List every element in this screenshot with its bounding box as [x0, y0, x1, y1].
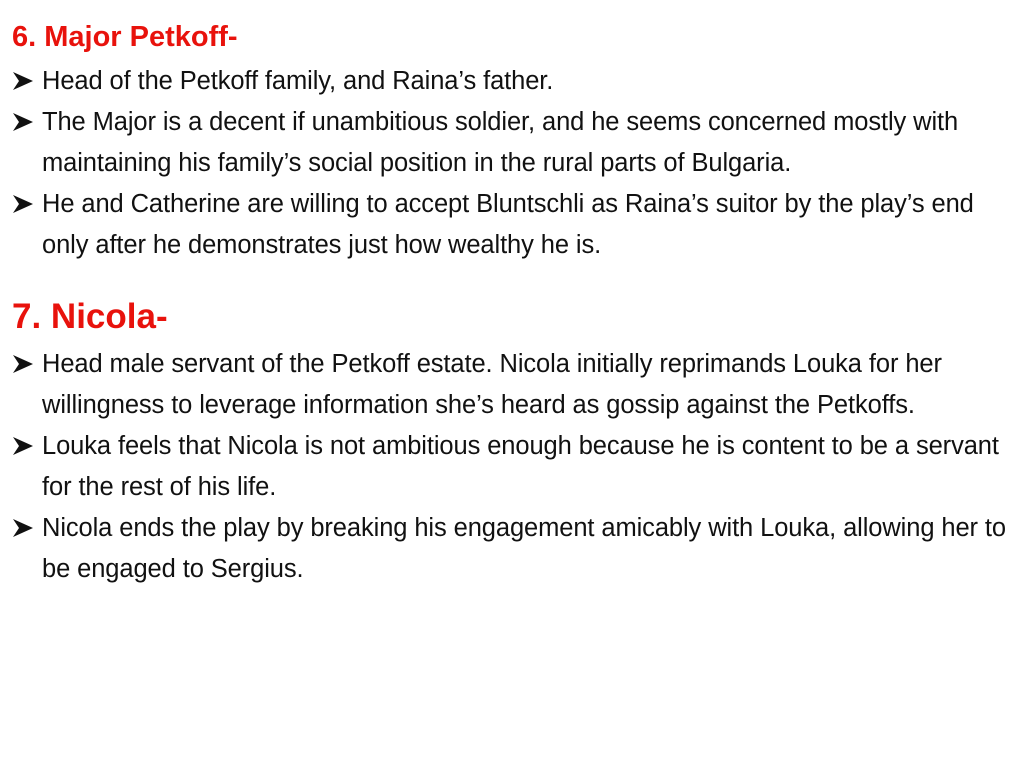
bullet-text: Louka feels that Nicola is not ambitious enough because he is content to be a servant for the rest of his life.: [42, 431, 999, 501]
section-heading: 6. Major Petkoff-: [12, 21, 238, 53]
bullet-list: [12, 61, 1014, 266]
section-nicola: [12, 296, 1014, 590]
arrow-bullet-icon: [12, 426, 42, 467]
section-major-petkoff: [12, 20, 1014, 266]
arrow-bullet-icon: [12, 102, 42, 143]
arrow-bullet-icon: [12, 344, 42, 385]
bullet-text: Head male servant of the Petkoff estate. Nicola initially reprimands Louka for her willingness to leverage information she’s heard as gossip against the Petkoffs.: [42, 349, 942, 419]
bullet-item: [12, 184, 1014, 266]
bullet-item: [12, 102, 1014, 184]
bullet-item: [12, 508, 1014, 590]
arrow-bullet-icon: [12, 508, 42, 549]
section-heading: 7. Nicola-: [12, 296, 168, 336]
bullet-item: [12, 61, 1014, 102]
bullet-text: He and Catherine are willing to accept Bluntschli as Raina’s suitor by the play’s end only after he demonstrates just how wealthy he is.: [42, 189, 974, 259]
bullet-list: [12, 344, 1014, 590]
bullet-text: Nicola ends the play by breaking his engagement amicably with Louka, allowing her to be engaged to Sergius.: [42, 513, 1006, 583]
bullet-item: [12, 426, 1014, 508]
bullet-item: [12, 344, 1014, 426]
bullet-text: The Major is a decent if unambitious soldier, and he seems concerned mostly with maintaining his family’s social position in the rural parts of Bulgaria.: [42, 107, 959, 177]
arrow-bullet-icon: [12, 61, 42, 102]
bullet-text: Head of the Petkoff family, and Raina’s father.: [42, 66, 554, 95]
arrow-bullet-icon: [12, 184, 42, 225]
